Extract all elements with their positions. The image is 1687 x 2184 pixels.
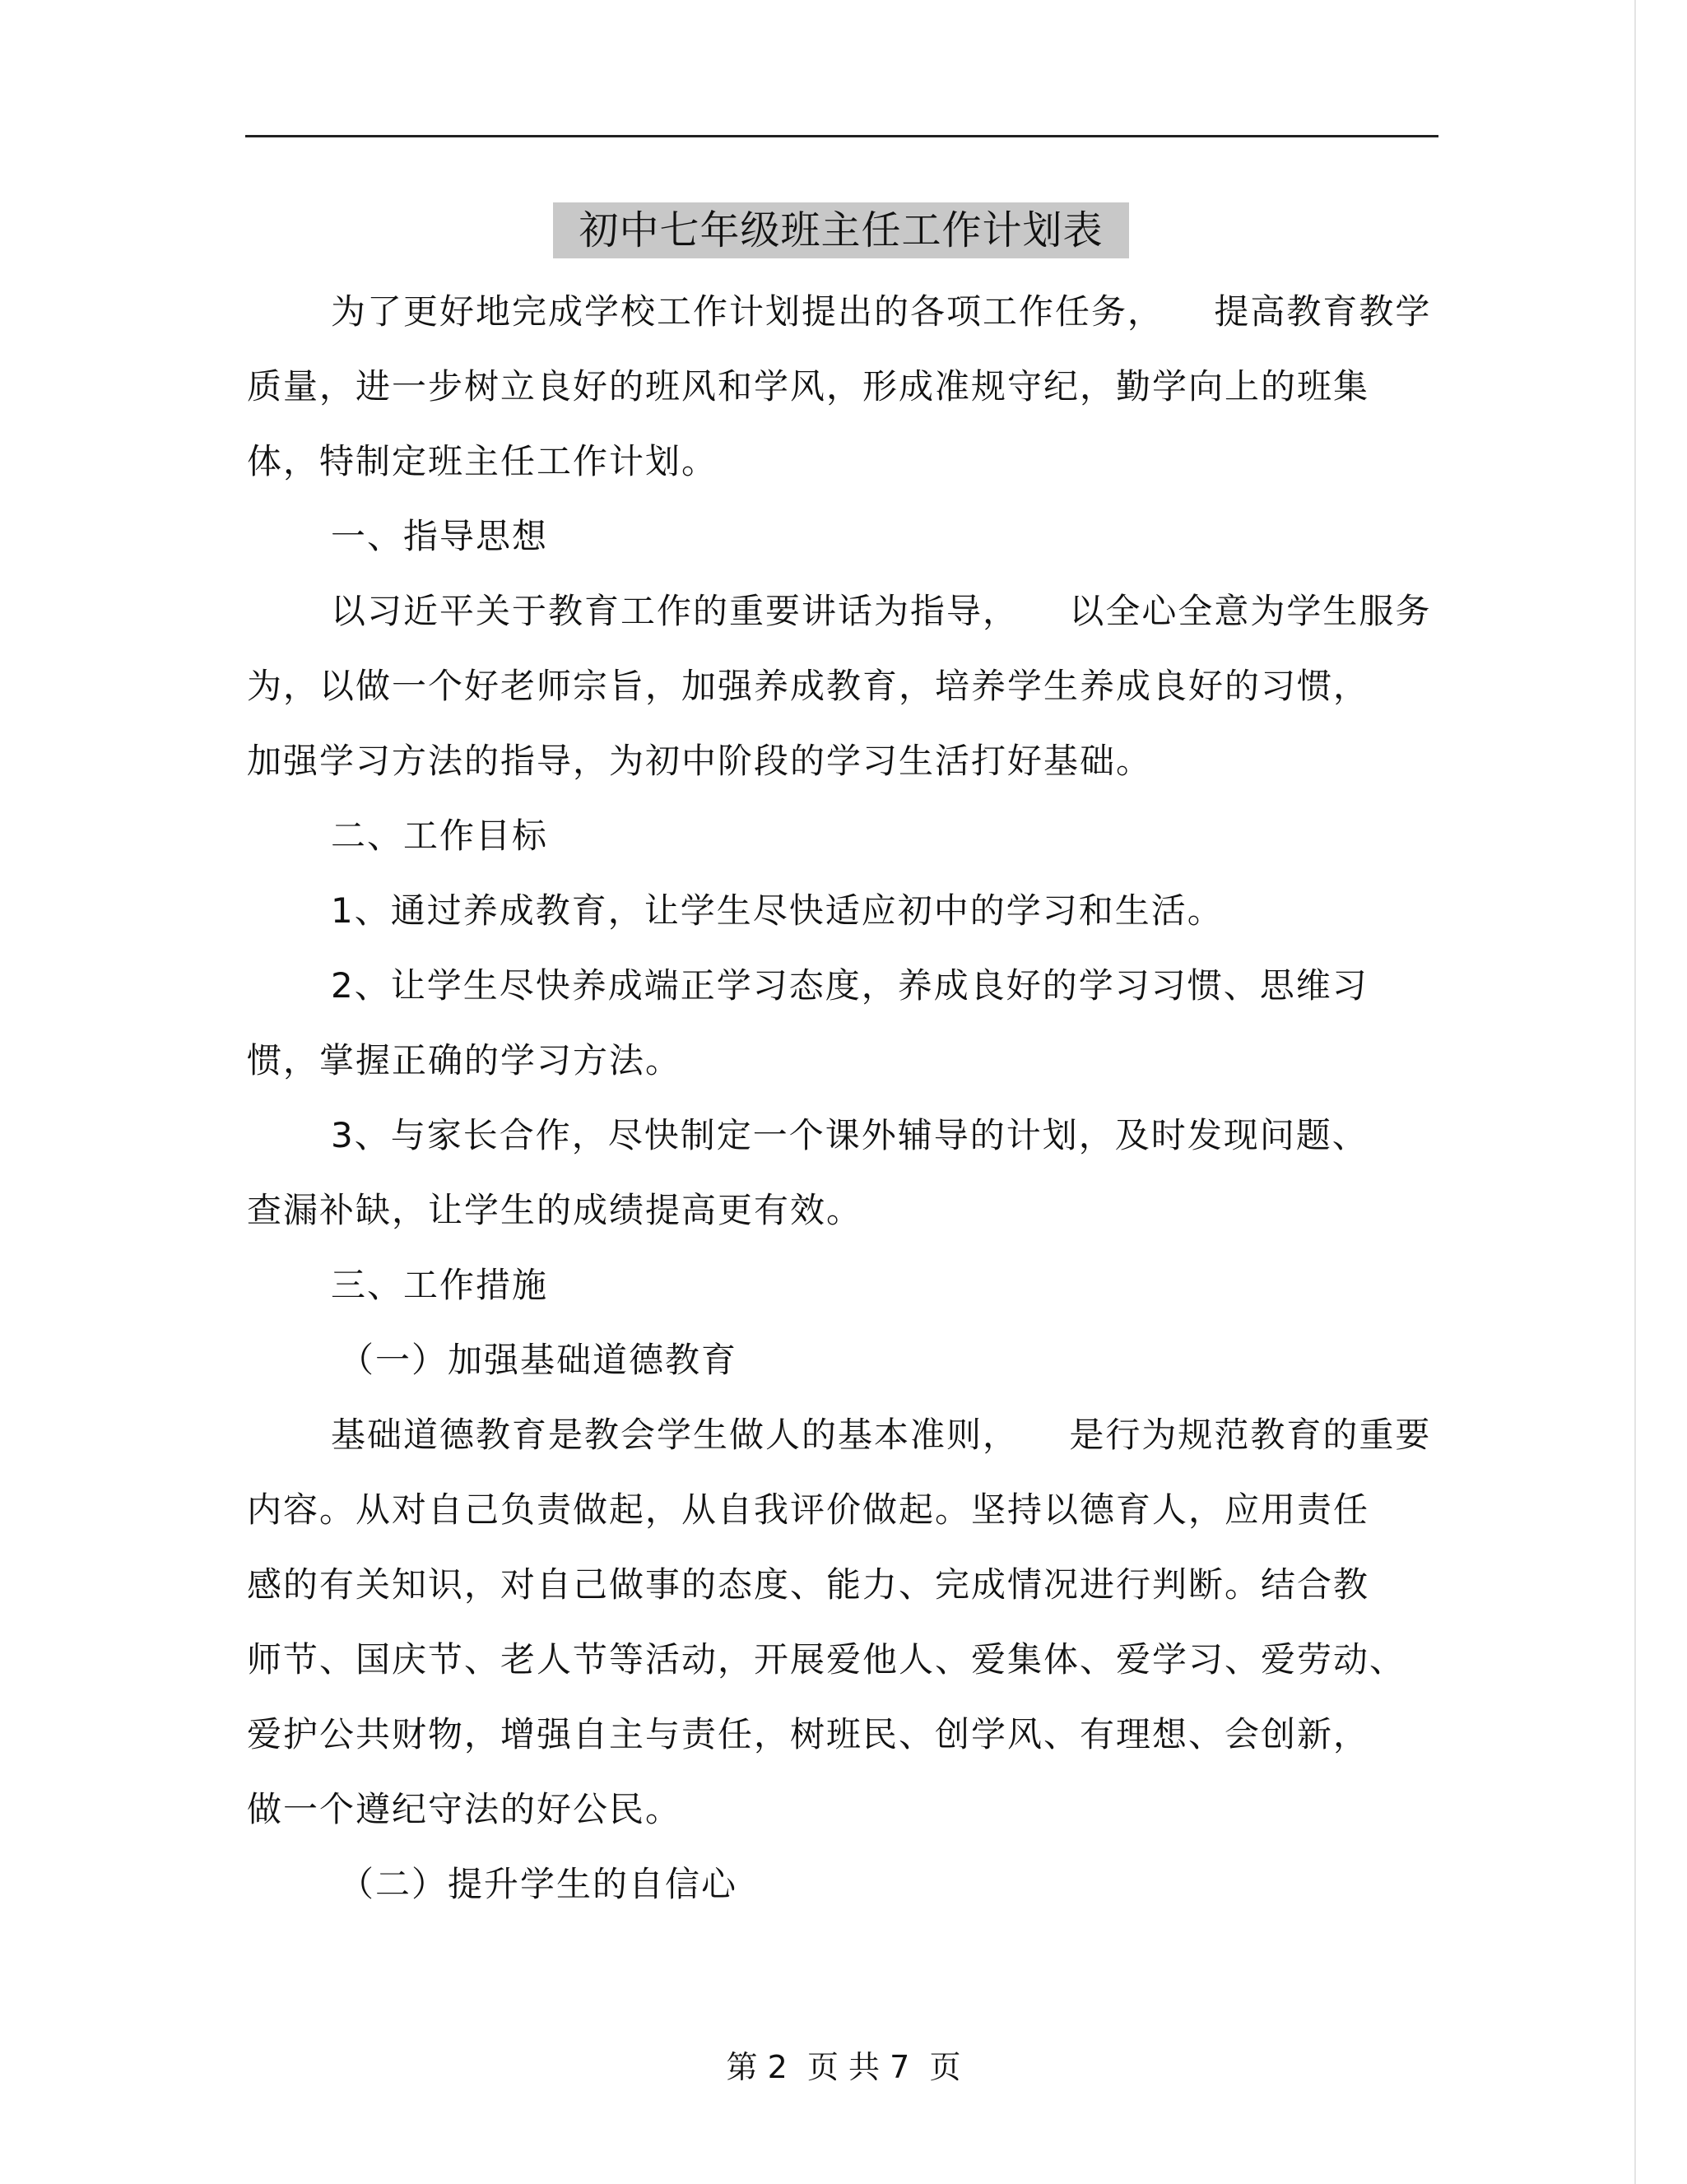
paragraph-line: 惯，掌握正确的学习方法。 [247, 1040, 682, 1080]
paragraph-line: 体，特制定班主任工作计划。 [247, 441, 718, 481]
paragraph-line: 感的有关知识，对自己做事的态度、能力、完成情况进行判断。结合教 [247, 1564, 1370, 1605]
page-footer: 第 2 页 共 7 页 [726, 2049, 961, 2085]
paragraph-line: 基础道德教育是教会学生做人的基本准则， 是行为规范教育的重要 [331, 1415, 1432, 1455]
paragraph-line: 为了更好地完成学校工作计划提出的各项工作任务， 提高教育教学 [331, 291, 1432, 332]
section-heading: 二、工作目标 [331, 816, 549, 856]
list-item: 1、通过养成教育，让学生尽快适应初中的学习和生活。 [331, 890, 1224, 931]
list-item: 3、与家长合作，尽快制定一个课外辅导的计划，及时发现问题、 [331, 1115, 1369, 1155]
section-heading: 三、工作措施 [331, 1265, 549, 1305]
paragraph-line: 内容。从对自己负责做起，从自我评价做起。坚持以德育人，应用责任 [247, 1489, 1370, 1530]
paragraph-line: 质量，进一步树立良好的班风和学风，形成准规守纪，勤学向上的班集 [247, 366, 1370, 407]
paragraph-line: 查漏补缺，让学生的成绩提高更有效。 [247, 1190, 863, 1230]
paragraph-line: 爱护公共财物，增强自主与责任，树班民、创学风、有理想、会创新， [247, 1714, 1370, 1754]
document-title: 初中七年级班主任工作计划表 [553, 202, 1129, 258]
paragraph-line: 师节、国庆节、老人节等活动，开展爱他人、爱集体、爱学习、爱劳动、 [247, 1639, 1406, 1680]
header-rule [245, 135, 1438, 137]
section-heading: 一、指导思想 [331, 516, 549, 556]
paragraph-line: 做一个遵纪守法的好公民。 [247, 1789, 682, 1829]
list-item: 2、让学生尽快养成端正学习态度，养成良好的学习习惯、思维习 [331, 965, 1369, 1006]
subsection-heading: （一）加强基础道德教育 [339, 1340, 738, 1380]
paragraph-line: 以习近平关于教育工作的重要讲话为指导， 以全心全意为学生服务 [331, 591, 1432, 631]
page-edge [1634, 0, 1636, 2184]
subsection-heading: （二）提升学生的自信心 [339, 1864, 738, 1904]
paragraph-line: 加强学习方法的指导，为初中阶段的学习生活打好基础。 [247, 741, 1153, 781]
paragraph-line: 为，以做一个好老师宗旨，加强养成教育，培养学生养成良好的习惯， [247, 666, 1370, 706]
